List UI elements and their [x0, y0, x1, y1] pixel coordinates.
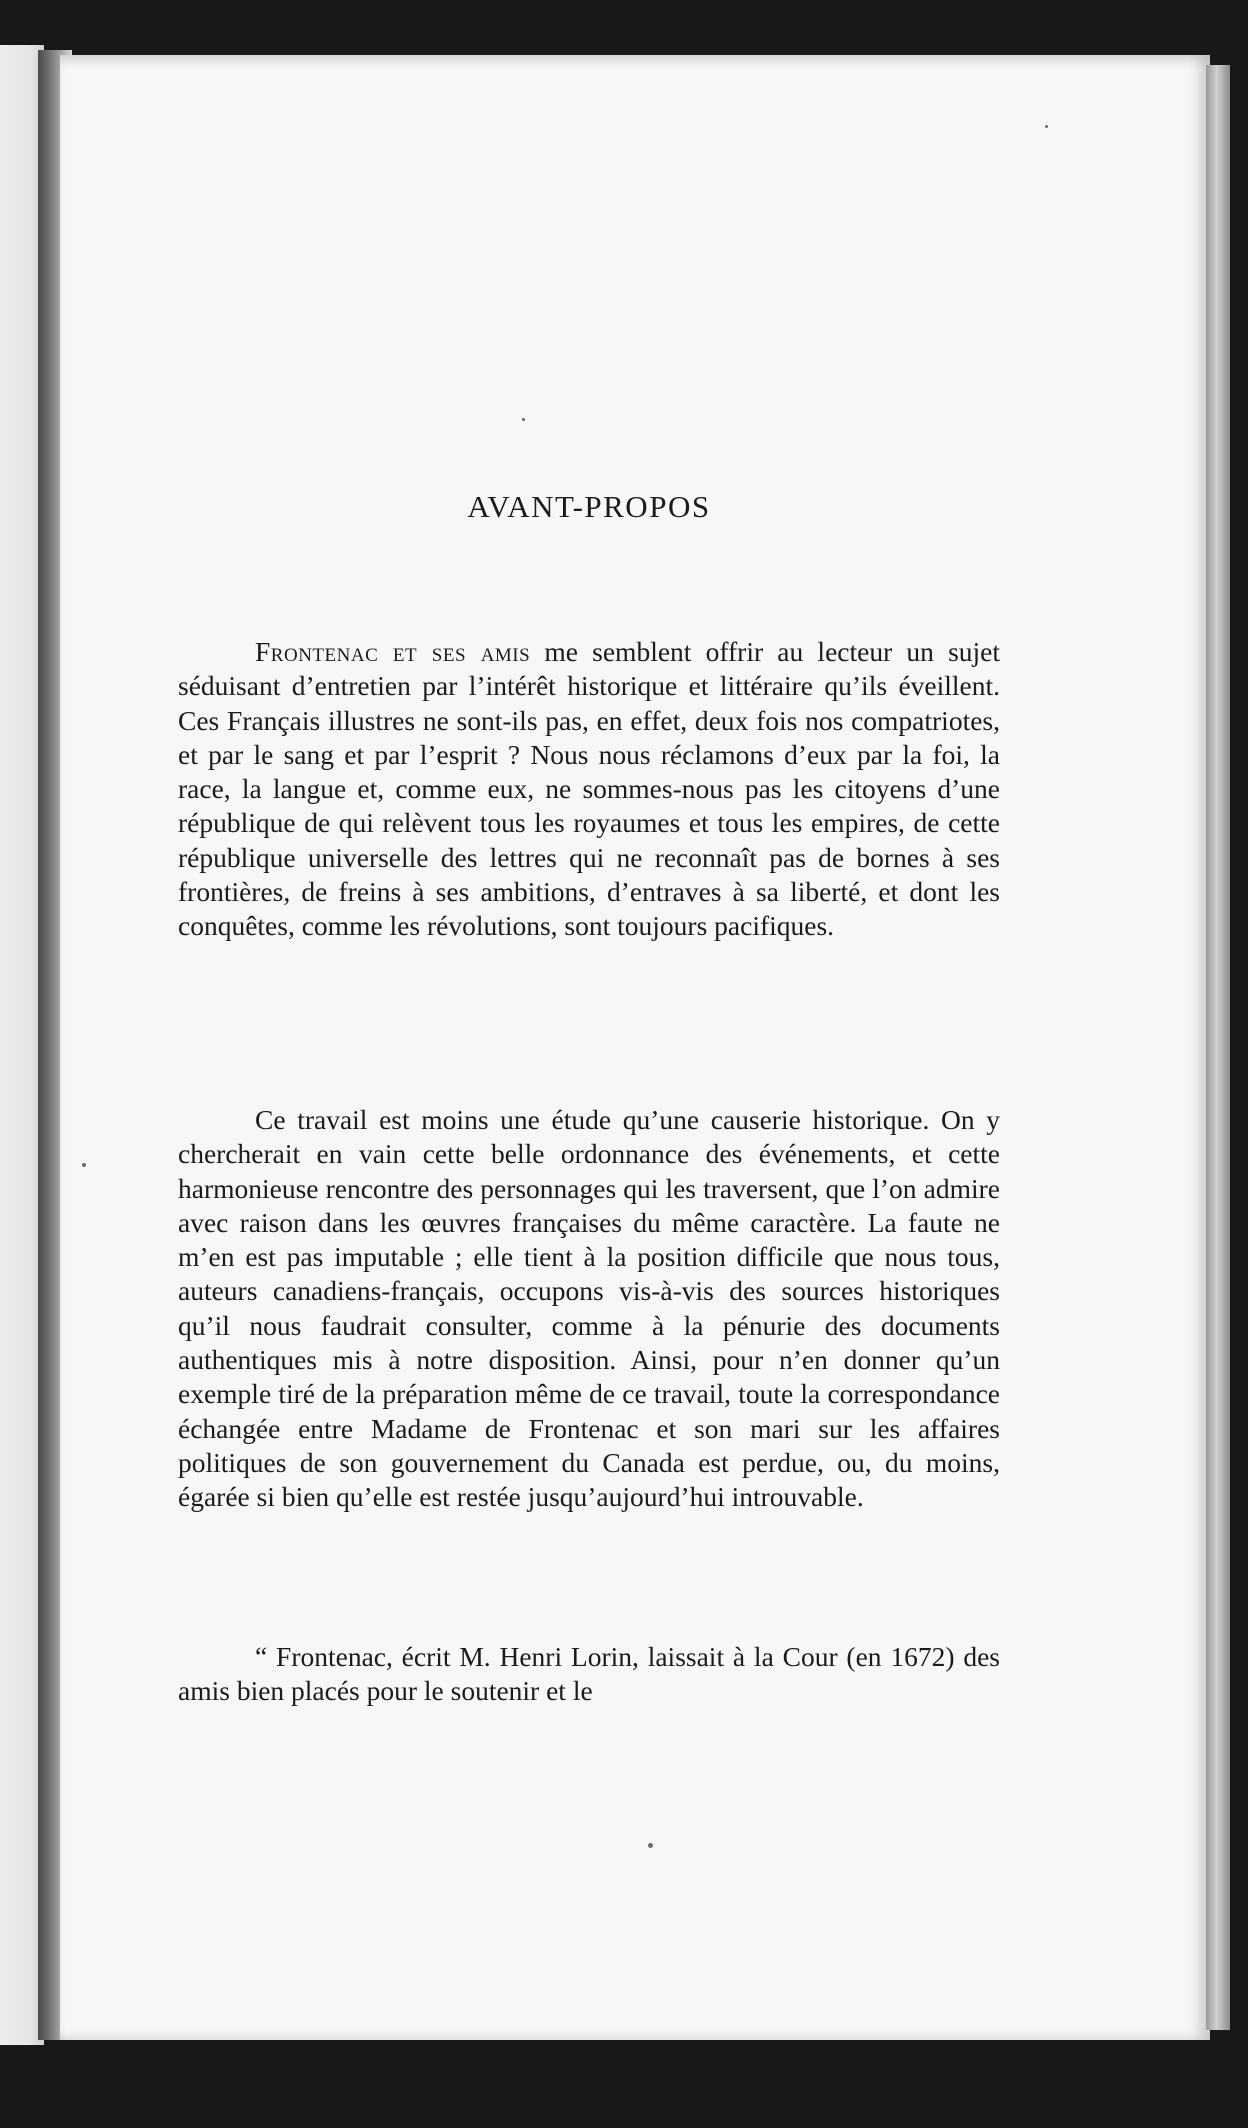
- paragraph-3: “ Frontenac, écrit M. Henri Lorin, laissait à la Cour (en 1672) des amis bien placés pour le soutenir et le: [178, 1641, 1000, 1707]
- page: [60, 55, 1210, 2040]
- paragraph-1-text: me semblent offrir au lecteur un sujet séduisant d’entretien par l’intérêt historique et littéraire qu’ils éveillent. Ces Français illustres ne sont-ils pas, en effet, deux fois nos compatriotes, et par le sang et par l’esprit ? Nous nous réclamons d’eux par la foi, la race, la langue et, comme eux, ne sommes-nous pas les citoyens d’une république de qui relèvent tous les royaumes et tous les empires, de cette république universelle des lettres qui ne reconnaît pas de bornes à ses frontières, de freins à ses ambitions, d’entraves à sa liberté, et dont les conquêtes, comme les révolutions, sont toujours pacifiques.: [178, 636, 1001, 942]
- paragraph-2: Ce travail est moins une étude qu’une causerie historique. On y chercherait en vain cette belle ordonnance des événements, et cette harmonieuse rencontre des personnages qui les traversent, que l’on admire avec raison dans les œuvres françaises du même caractère. La faute ne m’en est pas imputable ; elle tient à la position difficile que nous tous, auteurs canadiens-français, occupons vis-à-vis des sources historiques qu’il nous faudrait consulter, comme à la pénurie des documents authentiques mis à notre disposition. Ainsi, pour n’en donner qu’un exemple tiré de la préparation même de ce travail, toute la correspondance échangée entre Madame de Frontenac et son mari sur les affaires politiques de son gouvernement du Canada est perdue, ou, du moins, égarée si bien qu’elle est restée jusqu’aujourd’hui introuvable.: [178, 1104, 1000, 1513]
- paragraph-1-lead: Frontenac et ses amis: [255, 636, 531, 667]
- paper-speck: [82, 1163, 86, 1167]
- paper-speck: [648, 1843, 653, 1848]
- paper-speck: [522, 418, 525, 421]
- page-heading: AVANT-PROPOS: [467, 489, 711, 524]
- page-right-edge: [1206, 65, 1230, 2030]
- paper-speck: [1045, 125, 1048, 128]
- paragraph-1: [178, 635, 1000, 944]
